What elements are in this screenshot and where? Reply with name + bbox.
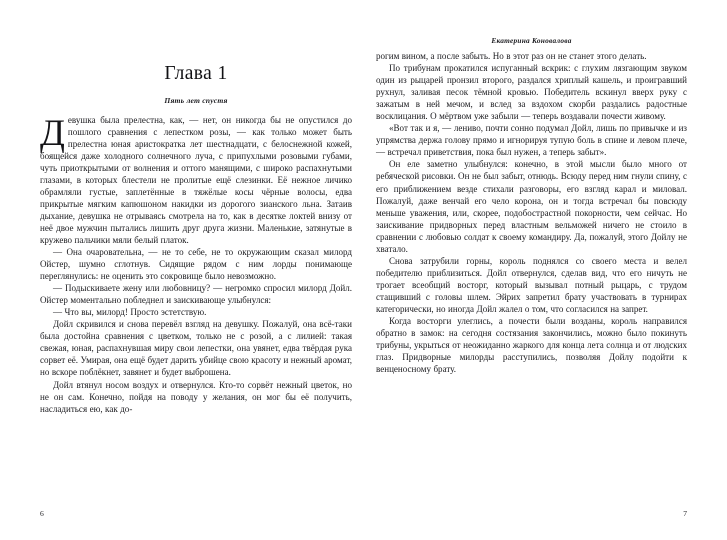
paragraph-text: Когда восторги улеглись, а почести были возданы, король направился обратно в замок: на сегодня состязания закончились, можно было покинуть трибуны, укрыться от неожиданно жаркого для конца лета солнца и от людских глаз. Придворные милорды расступились, позволяя Дойлу подойти к венценосному брату.: [376, 316, 687, 375]
chapter-subtitle: Пять лет спустя: [164, 95, 228, 105]
paragraph: [40, 246, 352, 282]
paragraph-text: евушка была прелестна, как, — нет, он никогда бы не опустился до пошлого сравнения с лепестком розы, — как только может быть прелестна юная аристократка лет шестнадцати, с белоснежной кожей, боящейся даже холодного солнечного луча, с припухлыми розовыми губами, чуть приоткрытыми от волнения и оттого манящими, с широко распахнутыми глазами, в которых блестели не пролитые ещё слезинки. Её нежное личико обрамляли густые, заплетённые в тяжёлые косы чёрные волосы, едва прикрытые мягким капюшоном накидки из дорогого зианского льна. Затаив дыхание, девушка не отрываясь смотрела на то, как в десятке локтей внизу от неё двое мужчин пытались лишить друг друга жизни. Маленькие, затянутые в кружево пальчики мяли белый платок.: [40, 114, 352, 245]
paragraph: [40, 379, 352, 415]
paragraph: [376, 50, 687, 62]
right-running-head: Екатерина Коновалова: [491, 36, 572, 45]
right-page-textblock: [376, 50, 687, 375]
paragraph-text: Дойл втянул носом воздух и отвернулся. Кто-то сорвёт нежный цветок, но не он сам. Конечно, пойдя на поводу у желания, он мог бы её получить, насладиться ею, как до-: [40, 379, 352, 414]
paragraph: [40, 318, 352, 378]
right-page: [364, 0, 727, 540]
paragraph: [40, 282, 352, 306]
paragraph-text: — Что вы, милорд! Просто эстетствую.: [53, 307, 207, 318]
paragraph-text: рогим вином, а после забыть. Но в этот раз он не станет этого делать.: [376, 51, 647, 61]
paragraph: [376, 122, 687, 158]
drop-cap: Д: [40, 111, 65, 153]
page-number-right: 7: [683, 509, 687, 518]
paragraph-text: — Она очаровательна, — не то себе, не то окружающим сказал милорд Ойстер, шумно сглотнув. Сидящие рядом с ним лорды понимающе переглянулись: не оценить это сокровище было невозможно.: [40, 247, 352, 282]
paragraph: [376, 62, 687, 122]
chapter-title: Глава 1: [164, 63, 228, 84]
paragraph-text: Снова затрубили горны, король поднялся со своего места и велел победителю приблизиться. Дойл отвернулся, сделав вид, что его ничуть не трогает всеобщий восторг, который вызывал потный рыцарь, с трудом стащивший с головы шлем. Эйрих запретил брату участвовать в турнирах категорически, но иногда Дойл жалел о том, что согласился на запрет.: [376, 255, 687, 314]
paragraph: [40, 111, 352, 247]
paragraph-text: «Вот так и я, — лениво, почти сонно подумал Дойл, лишь по привычке и из упрямства держа голову прямо и игнорируя тупую боль в спине и левом плече, — встречал приветствия, пока был нужен, а теперь забыт».: [376, 123, 687, 158]
paragraph: [376, 158, 687, 254]
paragraph: [376, 315, 687, 375]
left-page-textblock: [40, 111, 352, 415]
paragraph-text: Он еле заметно улыбнулся: конечно, в этой мысли было много от ребяческой рисовки. Он не был забыт, отнюдь. Всюду перед ним гнули спину, с его приближением везде стихали разговоры, его взгляд карал и миловал. Пожалуй, даже венчай его чело корона, он и тогда встречал бы повсюду меньше уважения, или, скорее, подобострастной покорности, чем сейчас. Но заискивание придворных перед властным вельможей ничего не стоило в сравнении с любовью солдат к своему командиру. Да, пожалуй, этого Дойлу не хватало.: [376, 159, 687, 254]
paragraph: [40, 306, 352, 318]
page-number-left: 6: [40, 509, 44, 518]
paragraph-text: По трибунам прокатился испуганный вскрик: с глухим лязгающим звуком один из рыцарей пронзил второго, раздался хриплый кашель, и проигравший рухнул, заливая песок тёмной кровью. Победитель вскинул вверх руку с зажатым в ней мечом, и вслед за вздохом скорби раздались радостные восклицания. О мёртвом уже забыли — теперь воздавали почести живому.: [376, 63, 687, 122]
paragraph-text: — Подыскиваете жену или любовницу? — негромко спросил милорд Дойл. Ойстер моментально побледнел и заискивающе улыбнулся:: [40, 283, 352, 306]
paragraph: [376, 255, 687, 315]
paragraph-text: Дойл скривился и снова перевёл взгляд на девушку. Пожалуй, она всё-таки была достойна сравнения с цветком, только не с розой, а с лилией: такая свежая, юная, распахнувшая миру свои лепестки, она увянет, едва твёрдая рука сорвет её. Умирая, она ещё будет дарить убийце свою красоту и нежный аромат, но вскоре поблёкнет, завянет и будет выброшена.: [40, 319, 352, 378]
